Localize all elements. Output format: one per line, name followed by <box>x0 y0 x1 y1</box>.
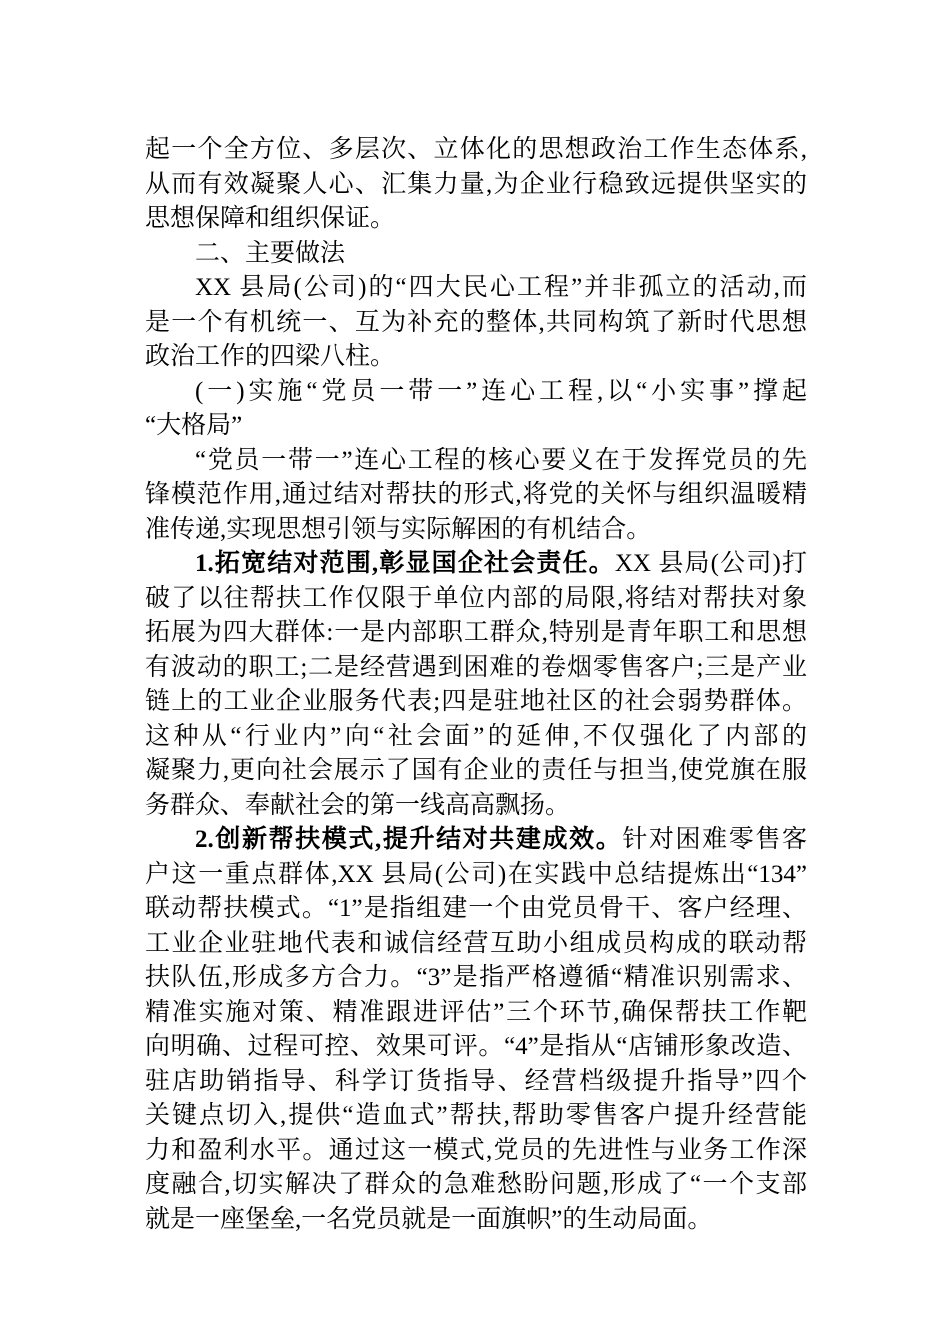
bold-lead: 1.拓宽结对范围,彰显国企社会责任。 <box>195 550 615 577</box>
paragraph-line: 有波动的职工;二是经营遇到困难的卷烟零售客户;三是产业 <box>145 653 807 681</box>
paragraph-line: 准传递,实现思想引领与实际解困的有机结合。 <box>145 515 652 543</box>
paragraph-text: XX 县局(公司)打 <box>614 550 807 577</box>
document-page <box>145 133 807 1237</box>
paragraph-line: 锋模范作用,通过结对帮扶的形式,将党的关怀与组织温暖精 <box>145 481 807 508</box>
paragraph-line: 思想保障和组织保证。 <box>145 205 396 232</box>
intro-paragraph <box>145 133 807 237</box>
item2-paragraph <box>145 823 807 1237</box>
paragraph-line: 就是一座堡垒,一名党员就是一面旗帜”的生动局面。 <box>145 1205 713 1233</box>
paragraph-line <box>145 547 807 582</box>
paragraph-line: 向明确、过程可控、效果可评。“4”是指从“店铺形象改造、 <box>145 1033 807 1060</box>
paragraph-line: 这种从“行业内”向“社会面”的延伸,不仅强化了内部的 <box>145 722 807 750</box>
paragraph-line: 破了以往帮扶工作仅限于单位内部的局限,将结对帮扶对象 <box>145 584 807 612</box>
overview-paragraph <box>145 271 807 375</box>
paragraph-line: 户这一重点群体,XX 县局(公司)在实践中总结提炼出“134” <box>145 860 807 888</box>
paragraph-line: 凝聚力,更向社会展示了国有企业的责任与担当,使党旗在服 <box>145 757 807 784</box>
paragraph-line: 关键点切入,提供“造血式”帮扶,帮助零售客户提升经营能 <box>145 1102 807 1129</box>
paragraph-line: 精准实施对策、精准跟进评估”三个环节,确保帮扶工作靶 <box>145 998 807 1026</box>
paragraph-line: 链上的工业企业服务代表;四是驻地社区的社会弱势群体。 <box>145 688 807 715</box>
paragraph-line: 政治工作的四梁八柱。 <box>145 343 396 370</box>
subheading-intro-paragraph <box>145 444 807 548</box>
subheading-line: (一)实施“党员一带一”连心工程,以“小实事”撑起 <box>195 377 807 405</box>
section-heading: 二、主要做法 <box>195 239 346 267</box>
paragraph-line: 是一个有机统一、互为补充的整体,共同构筑了新时代思想 <box>145 308 807 336</box>
paragraph-line: 工业企业驻地代表和诚信经营互助小组成员构成的联动帮 <box>145 929 807 957</box>
paragraph-line: 务群众、奉献社会的第一线高高飘扬。 <box>145 791 571 819</box>
paragraph-line: XX 县局(公司)的“四大民心工程”并非孤立的活动,而 <box>195 274 807 301</box>
subheading <box>145 375 807 444</box>
paragraph-line: 起一个全方位、多层次、立体化的思想政治工作生态体系, <box>145 136 807 163</box>
bold-lead: 2.创新帮扶模式,提升结对共建成效。 <box>195 826 623 853</box>
paragraph-line: 驻店助销指导、科学订货指导、经营档级提升指导”四个 <box>145 1067 807 1095</box>
paragraph-text: 针对困难零售客 <box>622 826 807 853</box>
paragraph-line: 拓展为四大群体:一是内部职工群众,特别是青年职工和思想 <box>145 619 807 646</box>
paragraph-line: 度融合,切实解决了群众的急难愁盼问题,形成了“一个支部 <box>145 1171 807 1198</box>
subheading-line: “大格局” <box>145 412 243 439</box>
item1-paragraph <box>145 547 807 823</box>
paragraph-line: 扶队伍,形成多方合力。“3”是指严格遵循“精准识别需求、 <box>145 964 807 991</box>
paragraph-line: 从而有效凝聚人心、汇集力量,为企业行稳致远提供坚实的 <box>145 170 807 198</box>
paragraph-line: “党员一带一”连心工程的核心要义在于发挥党员的先 <box>195 446 807 474</box>
paragraph-line <box>145 823 807 858</box>
paragraph-line: 联动帮扶模式。“1”是指组建一个由党员骨干、客户经理、 <box>145 895 807 922</box>
paragraph-line: 力和盈利水平。通过这一模式,党员的先进性与业务工作深 <box>145 1136 807 1164</box>
